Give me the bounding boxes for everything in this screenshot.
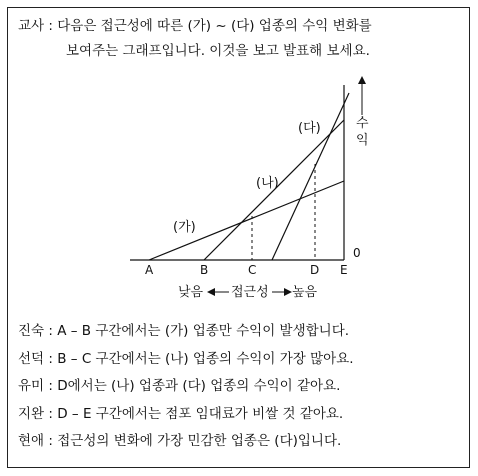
x-axis-title: 접근성	[231, 285, 269, 300]
statement-2: 선덕 : B – C 구간에서는 (나) 업종의 수익이 가장 많아요.	[18, 350, 354, 367]
curve-label-na: (나)	[256, 176, 279, 191]
curve-label-ga: (가)	[173, 220, 196, 235]
origin-label: 0	[353, 246, 361, 260]
x-axis-high-label: 높음	[292, 285, 318, 300]
point-b: B	[200, 263, 209, 277]
point-c: C	[248, 263, 257, 277]
teacher-line-1: 교사 : 다음은 접근성에 따른 (가) ~ (다) 업종의 수익 변화를	[18, 18, 372, 34]
statement-speaker: 선덕	[18, 350, 45, 367]
statement-3: 유미 : D에서는 (나) 업종과 (다) 업종의 수익이 같아요.	[18, 378, 341, 394]
line-da	[272, 93, 349, 260]
teacher-line-2: 보여주는 그래프입니다. 이것을 보고 발표해 보세요.	[66, 43, 370, 59]
teacher-speaker: 교사	[18, 18, 45, 34]
statement-speaker: 유미	[18, 378, 45, 394]
statement-speaker: 진숙	[18, 323, 45, 339]
point-e: E	[340, 263, 348, 277]
teacher-text-1: 다음은 접근성에 따른 (가) ~ (다) 업종의 수익 변화를	[57, 18, 372, 34]
statement-text: B – C 구간에서는 (나) 업종의 수익이 가장 많아요.	[57, 350, 354, 367]
statement-speaker: 현애	[18, 433, 45, 449]
statement-text: A – B 구간에서는 (가) 업종만 수익이 발생합니다.	[57, 323, 350, 339]
statement-5: 현애 : 접근성의 변화에 가장 민감한 업종은 (다)입니다.	[18, 433, 342, 449]
statement-1: 진숙 : A – B 구간에서는 (가) 업종만 수익이 발생합니다.	[18, 323, 350, 339]
curve-label-da: (다)	[298, 121, 321, 136]
x-axis-low-label: 낮음	[178, 285, 204, 300]
student-statements	[18, 318, 468, 456]
statement-speaker: 지완	[18, 405, 45, 422]
statement-text: 접근성의 변화에 가장 민감한 업종은 (다)입니다.	[57, 433, 342, 449]
y-axis-label-2: 익	[356, 133, 369, 148]
point-d: D	[310, 263, 320, 277]
statement-text: D에서는 (나) 업종과 (다) 업종의 수익이 같아요.	[57, 378, 341, 394]
statement-4: 지완 : D – E 구간에서는 점포 임대료가 비쌀 것 같아요.	[18, 405, 344, 422]
point-a: A	[145, 263, 154, 277]
statement-text: D – E 구간에서는 점포 임대료가 비쌀 것 같아요.	[57, 405, 344, 422]
y-axis-label-1: 수	[356, 116, 369, 131]
